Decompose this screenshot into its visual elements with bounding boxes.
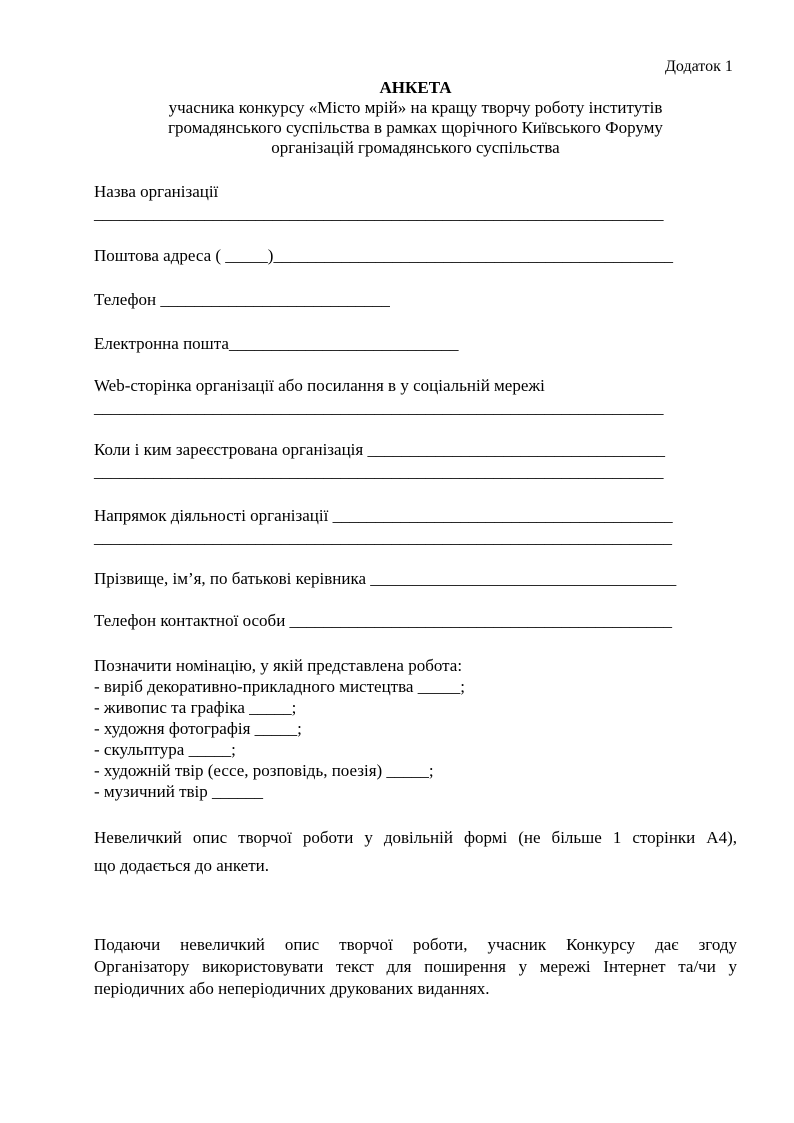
activity-field[interactable]: Напрямок діяльності організації ________________________________________ (94, 506, 673, 525)
email-field[interactable]: Електронна пошта___________________________ (94, 334, 459, 353)
postal-address-field[interactable]: Поштова адреса ( _____)_______________________________________________ (94, 246, 673, 265)
org-name-field[interactable]: ___________________________________________________________________ (94, 204, 664, 223)
form-subtitle-line: організацій громадянського суспільства (271, 138, 560, 157)
description-note-line: що додається до анкети. (94, 856, 269, 875)
description-note (94, 824, 737, 880)
nomination-item[interactable]: - живопис та графіка _____; (94, 698, 297, 717)
form-subtitle-line: учасника конкурсу «Місто мрій» на кращу творчу роботу інститутів (168, 98, 663, 117)
consent-paragraph (94, 934, 737, 1000)
appendix-label: Додаток 1 (665, 58, 733, 75)
nomination-item[interactable]: - художня фотографія _____; (94, 719, 302, 738)
nomination-item[interactable]: - музичний твір ______ (94, 782, 264, 801)
form-header (94, 78, 737, 158)
website-label: Web-сторінка організації або посилання в у соціальній мережі (94, 376, 545, 395)
head-name-field[interactable]: Прізвище, ім’я, по батькові керівника ____________________________________ (94, 569, 677, 588)
activity-field-continuation[interactable]: ____________________________________________________________________ (94, 528, 672, 547)
nomination-item[interactable]: - виріб декоративно-прикладного мистецтва _____; (94, 677, 465, 696)
consent-line: Організатору використовувати текст для поширення у мережі Інтернет та/чи у (94, 957, 737, 976)
form-subtitle-line: громадянського суспільства в рамках щорічного Київського Форуму (168, 118, 663, 137)
nomination-item[interactable]: - художній твір (ессе, розповідь, поезія) _____; (94, 761, 434, 780)
consent-line: Подаючи невеличкий опис творчої роботи, учасник Конкурсу дає згоду (94, 935, 737, 954)
description-note-line: Невеличкий опис творчої роботи у довільній формі (не більше 1 сторінки А4), (94, 828, 737, 847)
nomination-list (94, 676, 737, 802)
contact-phone-field[interactable]: Телефон контактної особи _____________________________________________ (94, 611, 673, 630)
nomination-section (94, 655, 737, 802)
form-title: АНКЕТА (379, 78, 452, 97)
nomination-item[interactable]: - скульптура _____; (94, 740, 236, 759)
nomination-intro: Позначити номінацію, у якій представлена робота: (94, 656, 463, 675)
org-name-label: Назва організації (94, 182, 219, 201)
phone-field[interactable]: Телефон ___________________________ (94, 290, 390, 309)
registration-field-continuation[interactable]: ___________________________________________________________________ (94, 462, 664, 481)
consent-line: періодичних або неперіодичних друкованих виданнях. (94, 979, 490, 998)
registration-field[interactable]: Коли і ким зареєстрована організація ___________________________________ (94, 440, 665, 459)
website-field[interactable]: ___________________________________________________________________ (94, 398, 664, 417)
